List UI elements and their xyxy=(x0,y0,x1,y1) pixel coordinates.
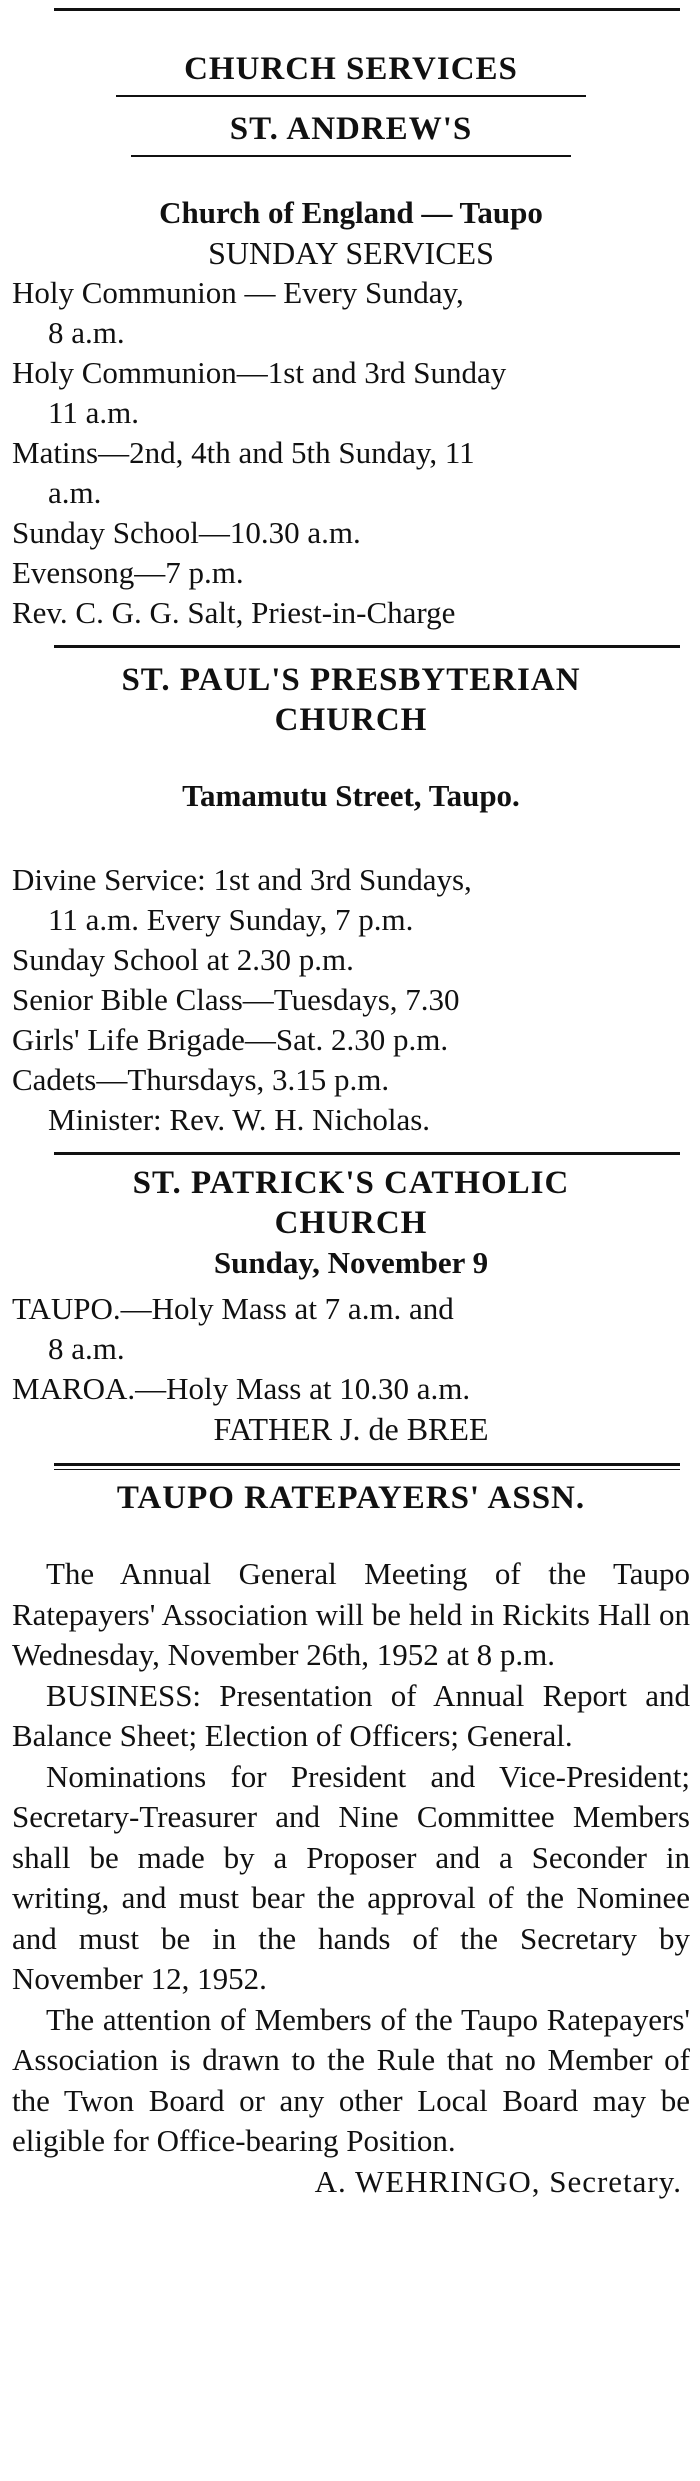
mass-line: 8 a.m. xyxy=(48,1331,125,1366)
st-pauls-heading-line2: CHURCH xyxy=(274,702,428,738)
title-rule xyxy=(116,95,586,97)
ratepayers-notice xyxy=(12,1478,690,2202)
service-line: 8 a.m. xyxy=(48,315,125,350)
section-rule xyxy=(54,645,680,648)
service-line: Cadets—Thursdays, 3.15 p.m. xyxy=(12,1062,390,1097)
st-patricks-heading: ST. PATRICK'S CATHOLIC xyxy=(132,1165,570,1201)
st-patricks-section xyxy=(12,1163,690,1449)
st-pauls-heading: ST. PAUL'S PRESBYTERIAN xyxy=(121,662,581,698)
st-andrews-section xyxy=(12,109,690,633)
minister-line: Minister: Rev. W. H. Nicholas. xyxy=(48,1102,431,1137)
notice-paragraph: The attention of Members of the Taupo Ratepayers' Association is drawn to the Rule that no Member of the Twon Board or any other Local Board may be eligible for Office-bearing Position. xyxy=(12,2001,690,2158)
service-line: 11 a.m. Every Sunday, 7 p.m. xyxy=(48,902,414,937)
service-line: Matins—2nd, 4th and 5th Sunday, 11 xyxy=(12,435,475,470)
st-pauls-section xyxy=(12,660,690,1140)
service-line: Sunday School—10.30 a.m. xyxy=(12,515,361,550)
st-patricks-date: Sunday, November 9 xyxy=(213,1245,489,1280)
st-andrews-rule xyxy=(131,155,571,157)
mass-line: TAUPO.—Holy Mass at 7 a.m. and xyxy=(12,1291,454,1326)
service-line: Girls' Life Brigade—Sat. 2.30 p.m. xyxy=(12,1022,449,1057)
st-andrews-heading: ST. ANDREW'S xyxy=(229,111,473,147)
column-title: CHURCH SERVICES xyxy=(184,51,518,87)
notice-paragraph: The Annual General Meeting of the Taupo Ratepayers' Association will be held in Rickits Hall on Wednesday, November 26th, 1952 at 8 p.m. xyxy=(12,1556,690,1672)
service-line: a.m. xyxy=(48,475,102,510)
st-patricks-heading-line2: CHURCH xyxy=(274,1205,428,1241)
notice-paragraph: BUSINESS: Presentation of Annual Report and Balance Sheet; Election of Officers; General. xyxy=(12,1677,690,1753)
service-line: 11 a.m. xyxy=(48,395,139,430)
priest-line: Rev. C. G. G. Salt, Priest-in-Charge xyxy=(12,595,456,630)
mass-line: MAROA.—Holy Mass at 10.30 a.m. xyxy=(12,1371,471,1406)
ratepayers-heading: TAUPO RATEPAYERS' ASSN. xyxy=(116,1480,586,1516)
st-andrews-subheading: Church of England — Taupo xyxy=(159,195,543,230)
st-andrews-services-title: SUNDAY SERVICES xyxy=(208,235,494,271)
notice-paragraph: Nominations for President and Vice-President; Secretary-Treasurer and Nine Committee Members shall be made by a Proposer and a Seconder in writing, and must bear the approval of the Nominee and must be in the hands of the Secretary by November 12, 1952. xyxy=(12,1758,690,1996)
service-line: Evensong—7 p.m. xyxy=(12,555,244,590)
service-line: Holy Communion — Every Sunday, xyxy=(12,275,464,310)
service-line: Sunday School at 2.30 p.m. xyxy=(12,942,354,977)
st-pauls-address: Tamamutu Street, Taupo. xyxy=(182,778,520,813)
priest-name: FATHER J. de BREE xyxy=(213,1411,489,1447)
signature: A. WEHRINGO, Secretary. xyxy=(314,2163,682,2199)
section-rule-double xyxy=(54,1463,680,1470)
service-line: Divine Service: 1st and 3rd Sundays, xyxy=(12,862,472,897)
top-rule xyxy=(54,8,680,11)
service-line: Holy Communion—1st and 3rd Sunday xyxy=(12,355,507,390)
section-rule xyxy=(54,1152,680,1155)
service-line: Senior Bible Class—Tuesdays, 7.30 xyxy=(12,982,460,1017)
